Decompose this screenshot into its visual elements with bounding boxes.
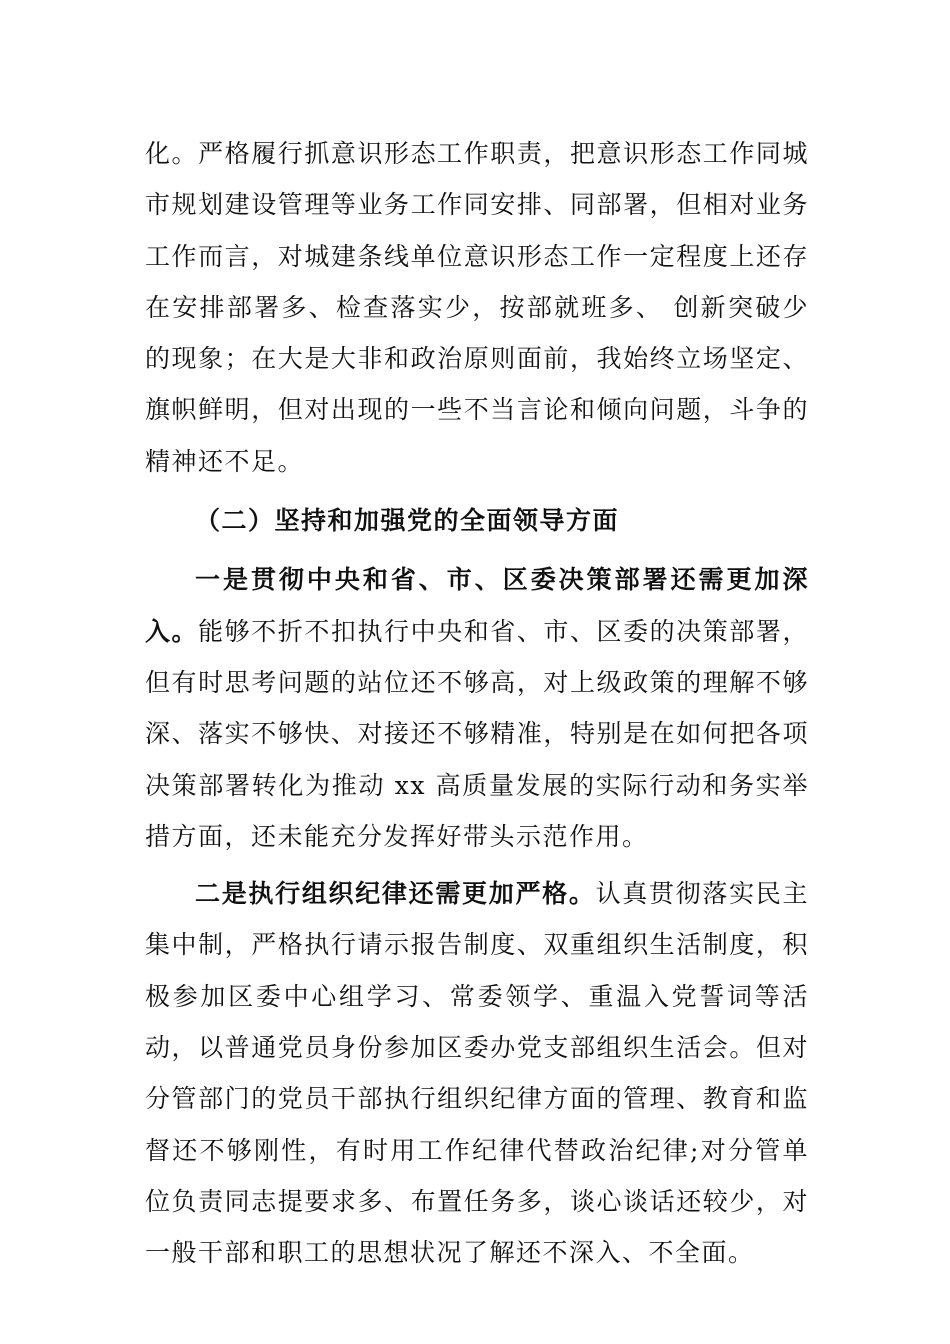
paragraph-ideology: 化。严格履行抓意识形态工作职责，把意识形态工作同城市规划建设管理等业务工作同安排、同部署，但相对业务工作而言，对城建条线单位意识形态工作一定程度上还存在安排部署多、检查落实少，按部就班多、 创新突破少的现象；在大是大非和政治原则面前，我始终立场坚定、旗帜鲜明，但对出现的一些不当言论和倾向问题，斗争的精神还不足。 [145,139,809,476]
item-1-body: 能够不折不扣执行中央和省、市、区委的决策部署，但有时思考问题的站位还不够高，对上级政策的理解不够深、落实不够快、对接还不够精准，特别是在如何把各项决策部署转化为推动 xx 高质量发展的实际行动和务实举措方面，还未能充分发挥好带头示范作用。 [145,616,809,851]
document-body [145,128,809,1279]
paragraph-item-1 [145,554,809,862]
item-1-lead: 一是贯彻中央和省、市、区委决策部署还需更加深入。 [145,565,809,646]
item-2-body: 认真贯彻落实民主集中制，严格执行请示报告制度、双重组织生活制度，积极参加区委中心组学习、常委领学、重温入党誓词等活动，以普通党员身份参加区委办党支部组织生活会。但对分管部门的党员干部执行组织纪律方面的管理、教育和监督还不够刚性，有时用工作纪律代替政治纪律;对分管单位负责同志提要求多、布置任务多，谈心谈话还较少，对一般干部和职工的思想状况了解还不深入、不全面。 [145,879,809,1268]
item-2-lead: 二是执行组织纪律还需更加严格。 [195,879,596,909]
section-heading: （二）坚持和加强党的全面领导方面 [195,506,620,536]
paragraph-item-2 [145,868,809,1278]
